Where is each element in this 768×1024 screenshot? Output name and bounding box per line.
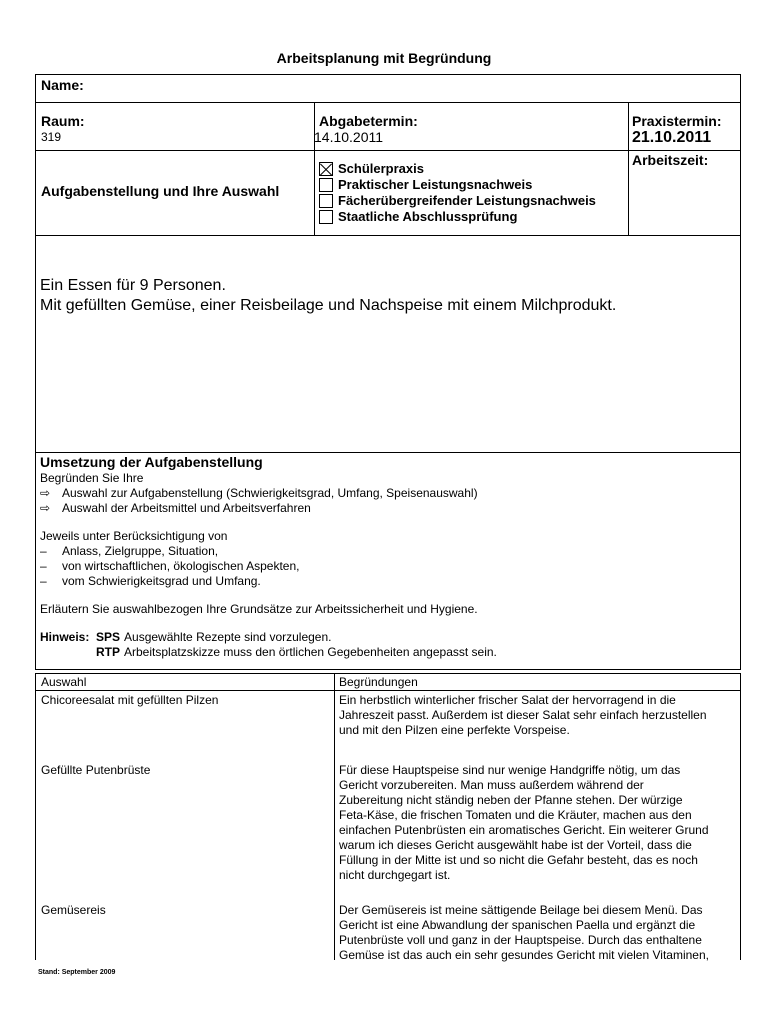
- task-type-options: [319, 161, 596, 225]
- option-praktischer-leistungsnachweis[interactable]: [319, 177, 596, 192]
- raum-label: Raum:: [41, 113, 85, 129]
- arbeitszeit-label: Arbeitszeit:: [632, 152, 709, 168]
- table-cell-auswahl: Gemüsereis: [41, 903, 106, 917]
- table-header-auswahl: Auswahl: [41, 675, 87, 689]
- option-staatliche-abschlusspruefung[interactable]: [319, 209, 596, 224]
- text-line: Für diese Hauptspeise sind nur wenige Handgriffe nötig, um das: [339, 763, 681, 777]
- sps-text: Ausgewählte Rezepte sind vorzulegen.: [124, 630, 332, 644]
- list-item-text: von wirtschaftlichen, ökologischen Aspekten,: [62, 559, 300, 573]
- praxistermin-value: 21.10.2011: [632, 129, 712, 146]
- dash-bullet: –: [40, 544, 47, 558]
- text-line: Feta-Käse, die frischen Tomaten und die Kräuter, machen aus den: [339, 808, 692, 822]
- divider: [314, 102, 315, 235]
- option-faecheruebergreifender-leistungsnachweis[interactable]: [319, 193, 596, 208]
- arrow-right-icon: ⇨: [40, 486, 51, 500]
- task-description: [40, 276, 616, 316]
- hinweis-sps: [40, 630, 730, 645]
- sps-label: SPS: [96, 630, 121, 644]
- dash-bullet: –: [40, 574, 47, 588]
- text-line: Zubereitung nicht ständig neben der Pfanne stehen. Der würzige: [339, 793, 683, 807]
- hinweis-rtp: [40, 645, 730, 660]
- erlaeutern-text: Erläutern Sie auswahlbezogen Ihre Grundsätze zur Arbeitssicherheit und Hygiene.: [40, 602, 478, 616]
- checkbox-staatliche-abschlusspruefung[interactable]: [319, 210, 333, 224]
- checkbox-schuelerpraxis[interactable]: [319, 162, 333, 176]
- table-cell-auswahl: Gefüllte Putenbrüste: [41, 763, 151, 777]
- dash-bullet: –: [40, 559, 47, 573]
- footer-stand: Stand: September 2009: [38, 969, 116, 976]
- table-divider: [334, 674, 335, 960]
- text-line: einfachen Putenbrüsten ein aromatisches Gericht. Ein weiterer Grund: [339, 823, 709, 837]
- text-line: Ein herbstlich winterlicher frischer Salat der hervorragend in die: [339, 693, 676, 707]
- umsetzung-section: [40, 454, 730, 660]
- list-item: [40, 501, 730, 516]
- rtp-label: RTP: [96, 645, 120, 659]
- hinweis-label: Hinweis:: [40, 630, 90, 644]
- option-schuelerpraxis[interactable]: [319, 161, 596, 176]
- list-item-text: Auswahl der Arbeitsmittel und Arbeitsverfahren: [62, 501, 311, 515]
- list-item-text: Anlass, Zielgruppe, Situation,: [62, 544, 219, 558]
- umsetzung-intro: Begründen Sie Ihre: [40, 471, 144, 485]
- divider: [36, 235, 740, 236]
- table-divider: [36, 690, 740, 691]
- umsetzung-heading: Umsetzung der Aufgabenstellung: [40, 454, 263, 470]
- list-item: [40, 486, 730, 501]
- text-line: warum ich dieses Gericht ausgewählt habe ist der Vorteil, dass die: [339, 838, 692, 852]
- checkbox-faecheruebergreifender-leistungsnachweis[interactable]: [319, 194, 333, 208]
- text-line: Füllung in der Mitte ist und so nicht die Gefahr besteht, das es noch: [339, 853, 698, 867]
- text-line: Gemüse ist das auch ein sehr gesundes Gericht mit vielen Vitaminen,: [339, 948, 709, 962]
- option-label: Schülerpraxis: [338, 161, 424, 176]
- text-line: Gericht vorzubereiten. Man muss außerdem während der: [339, 778, 644, 792]
- table-cell-begruendung: [339, 693, 735, 738]
- table-header-begruendungen: Begründungen: [339, 675, 418, 689]
- checkbox-praktischer-leistungsnachweis[interactable]: [319, 178, 333, 192]
- name-label: Name:: [41, 77, 84, 93]
- list-item: [40, 544, 730, 559]
- praxistermin-label: Praxistermin:: [632, 113, 722, 129]
- divider: [36, 452, 740, 453]
- auswahl-table: [35, 673, 741, 960]
- task-line: Mit gefüllten Gemüse, einer Reisbeilage und Nachspeise mit einem Milchprodukt.: [40, 297, 617, 314]
- aufgabenstellung-label: Aufgabenstellung und Ihre Auswahl: [41, 183, 280, 199]
- raum-value: 319: [41, 130, 62, 144]
- option-label: Praktischer Leistungsnachweis: [338, 177, 533, 192]
- divider: [36, 102, 740, 103]
- arrow-right-icon: ⇨: [40, 501, 51, 515]
- task-line: Ein Essen für 9 Personen.: [40, 277, 226, 294]
- list-item: [40, 574, 730, 589]
- list-item-text: Auswahl zur Aufgabenstellung (Schwierigkeitsgrad, Umfang, Speisenauswahl): [62, 486, 478, 500]
- text-line: Der Gemüsereis ist meine sättigende Beilage bei diesem Menü. Das: [339, 903, 703, 917]
- divider: [628, 102, 629, 235]
- option-label: Staatliche Abschlussprüfung: [338, 209, 518, 224]
- text-line: Gericht ist eine Abwandlung der spanischen Paella und ergänzt die: [339, 918, 696, 932]
- text-line: Jahreszeit passt. Außerdem ist dieser Salat sehr einfach herzustellen: [339, 708, 707, 722]
- text-line: Putenbrüste voll und ganz in der Hauptspeise. Durch das enthaltene: [339, 933, 702, 947]
- abgabetermin-value: 14.10.2011: [314, 129, 384, 145]
- text-line: nicht durchgegart ist.: [339, 868, 451, 882]
- abgabetermin-label: Abgabetermin:: [319, 113, 418, 129]
- divider: [36, 150, 740, 151]
- text-line: und mit den Pilzen eine perfekte Vorspeise.: [339, 723, 570, 737]
- list-item-text: vom Schwierigkeitsgrad und Umfang.: [62, 574, 261, 588]
- table-cell-begruendung: [339, 763, 735, 883]
- option-label: Fächerübergreifender Leistungsnachweis: [338, 193, 596, 208]
- list-item: [40, 559, 730, 574]
- jeweils-text: Jeweils unter Berücksichtigung von: [40, 529, 228, 543]
- rtp-text: Arbeitsplatzskizze muss den örtlichen Gegebenheiten angepasst sein.: [124, 645, 497, 659]
- table-cell-begruendung: [339, 903, 735, 963]
- table-cell-auswahl: Chicoreesalat mit gefüllten Pilzen: [41, 693, 219, 707]
- document-title: Arbeitsplanung mit Begründung: [276, 50, 492, 66]
